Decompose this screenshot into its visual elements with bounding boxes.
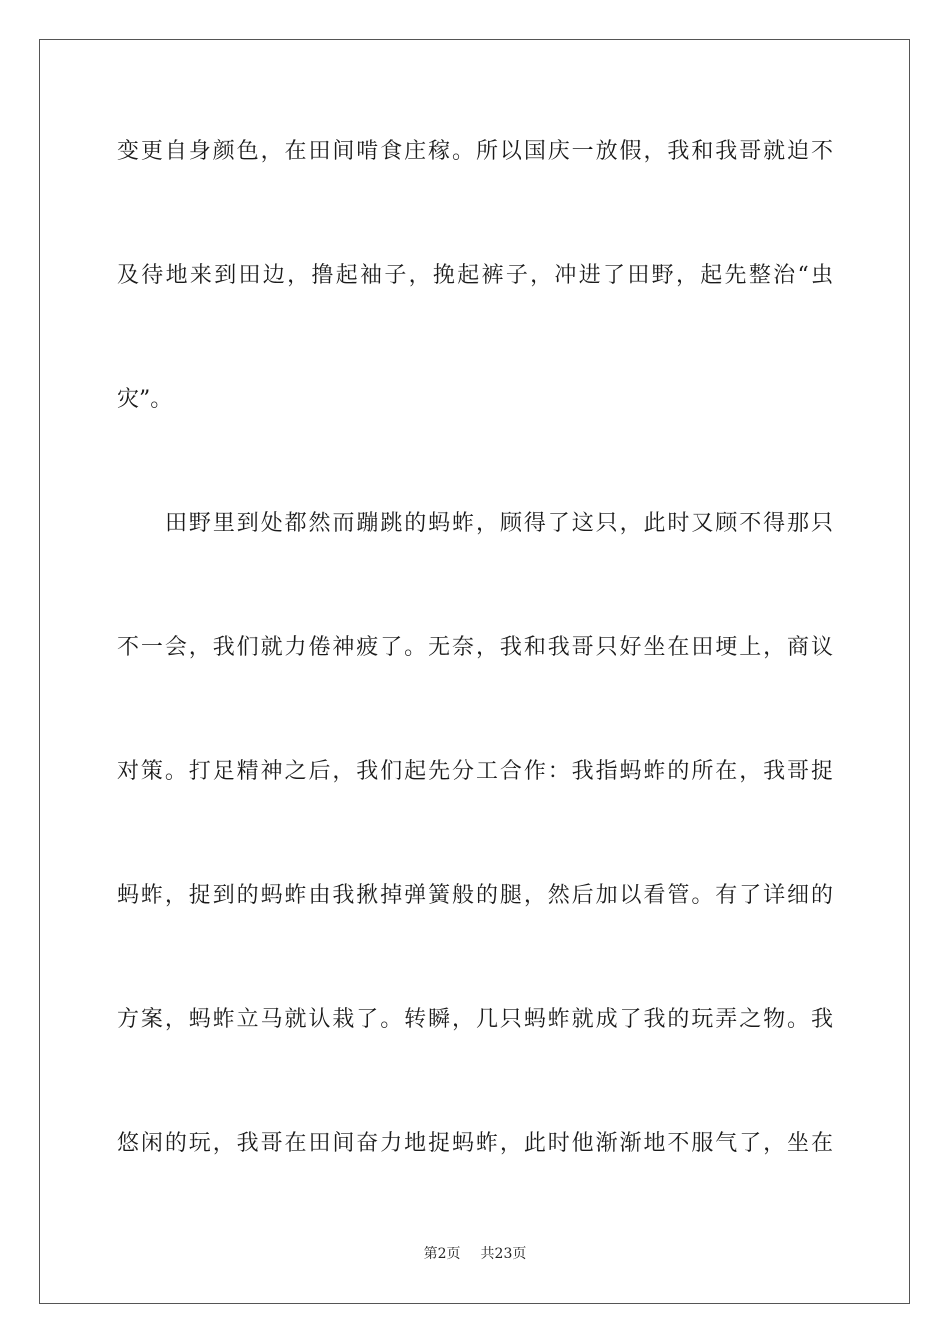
page-border	[39, 39, 910, 1304]
text-line-9: 悠闲的玩，我哥在田间奋力地捉蚂蚱，此时他渐渐地不服气了，坐在	[117, 1131, 833, 1156]
text-line-3: 灾”。	[117, 387, 173, 412]
text-line-2: 及待地来到田边，撸起袖子，挽起裤子，冲进了田野，起先整治“虫	[117, 263, 833, 288]
text-line-1: 变更自身颜色，在田间啃食庄稼。所以国庆一放假，我和我哥就迫不	[117, 139, 833, 164]
text-line-4: 田野里到处都然而蹦跳的蚂蚱，顾得了这只，此时又顾不得那只	[165, 511, 833, 536]
page-number: 第2页	[423, 1246, 461, 1262]
text-line-6: 对策。打足精神之后，我们起先分工合作：我指蚂蚱的所在，我哥捉	[117, 759, 833, 784]
text-line-5: 不一会，我们就力倦神疲了。无奈，我和我哥只好坐在田埂上，商议	[117, 635, 833, 660]
text-line-8: 方案，蚂蚱立马就认栽了。转瞬，几只蚂蚱就成了我的玩弄之物。我	[117, 1007, 833, 1032]
total-pages: 共23页	[480, 1246, 527, 1262]
text-line-7: 蚂蚱，捉到的蚂蚱由我揪掉弹簧般的腿，然后加以看管。有了详细的	[117, 883, 833, 908]
page-footer	[0, 1245, 950, 1263]
